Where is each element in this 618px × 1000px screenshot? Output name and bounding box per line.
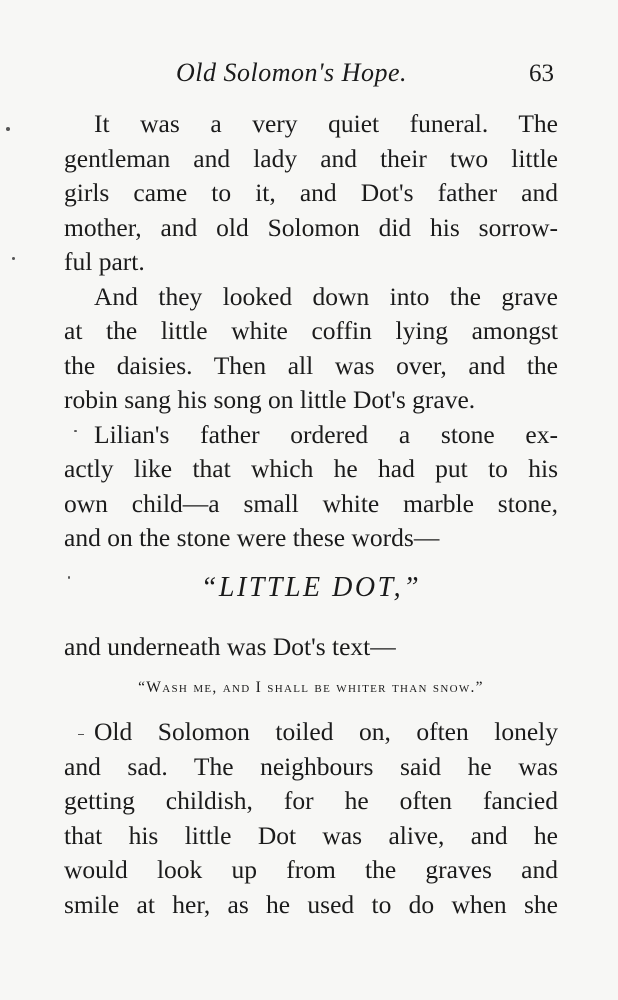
- scripture-quote: “Wash me, and I shall be whiter than snow.”: [138, 679, 484, 696]
- text-line: gentleman and lady and their two little: [64, 143, 558, 173]
- text-line: and underneath was Dot's text—: [64, 632, 396, 661]
- page-header: [64, 58, 558, 94]
- text-line: own child—a small white marble stone,: [64, 488, 558, 518]
- paper-speck: [78, 734, 84, 735]
- running-title: Old Solomon's Hope.: [176, 58, 407, 87]
- text-line: ful part.: [64, 247, 145, 276]
- paper-speck: [12, 257, 15, 260]
- page-number: 63: [529, 60, 554, 87]
- text-line: and sad. The neighbours said he was: [64, 751, 558, 781]
- text-line: smile at her, as he used to do when she: [64, 889, 558, 919]
- paper-speck: [74, 430, 77, 432]
- text-line: It was a very quiet funeral. The: [94, 109, 558, 138]
- text-line: Lilian's father ordered a stone ex-: [94, 419, 558, 449]
- text-line: actly like that which he had put to his: [64, 454, 558, 483]
- text-line: mother, and old Solomon did his sorrow-: [64, 212, 558, 242]
- text-line: that his little Dot was alive, and he: [64, 820, 558, 850]
- paper-speck: [68, 576, 70, 579]
- text-line: robin sang his song on little Dot's grave.: [64, 385, 476, 414]
- inscription-heading: “LITTLE DOT,”: [200, 572, 422, 603]
- text-line: getting childish, for he often fancied: [64, 786, 558, 815]
- text-line: the daisies. Then all was over, and the: [64, 350, 558, 380]
- text-line: would look up from the graves and: [64, 855, 558, 884]
- paper-speck: [6, 127, 10, 131]
- text-line: and on the stone were these words—: [64, 523, 440, 552]
- body-text-top: [64, 107, 558, 556]
- text-line: And they looked down into the grave: [94, 281, 558, 311]
- text-line: at the little white coffin lying amongst: [64, 316, 558, 345]
- body-text-bottom: [64, 715, 558, 922]
- text-line: Old Solomon toiled on, often lonely: [94, 717, 558, 746]
- text-line: girls came to it, and Dot's father and: [64, 178, 558, 207]
